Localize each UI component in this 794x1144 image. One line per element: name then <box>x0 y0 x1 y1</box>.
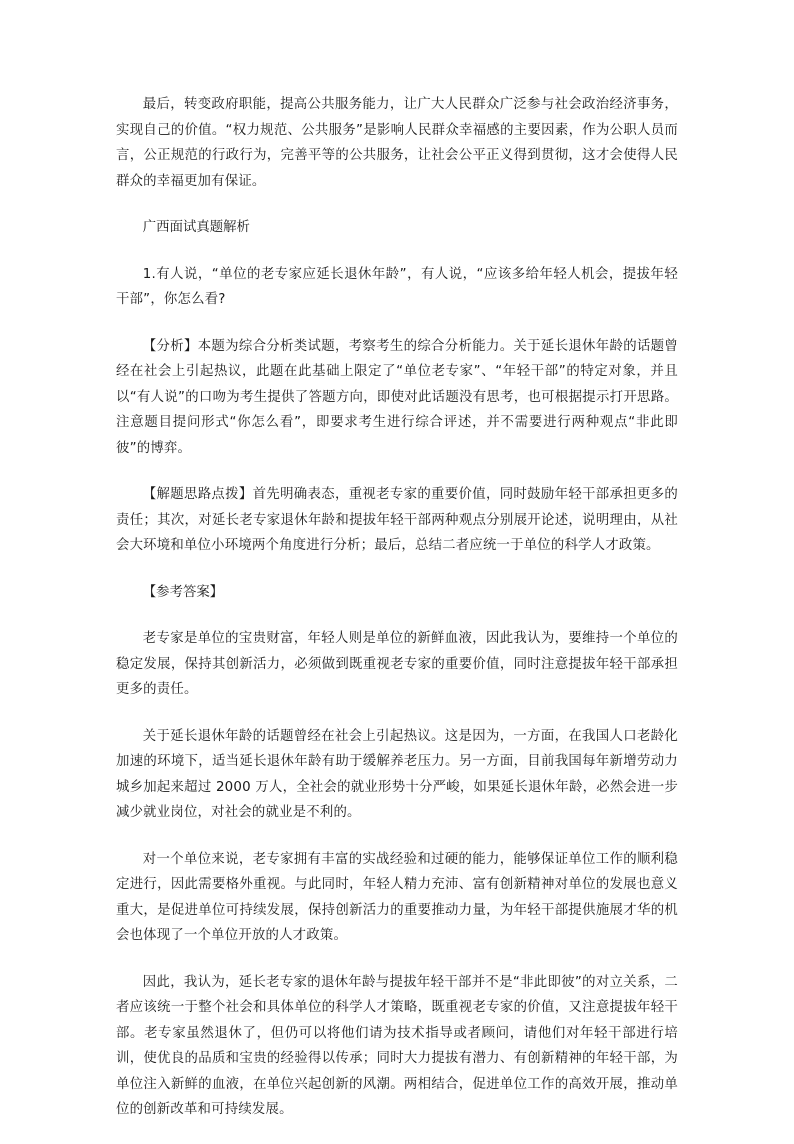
answer-paragraph-3: 对一个单位来说，老专家拥有丰富的实战经验和过硬的能力，能够保证单位工作的顺利稳定进行，因此需要格外重视。与此同时，年轻人精力充沛、富有创新精神对单位的发展也意义重大，是促进单位可持续发展，保持创新活力的重要推动力量，为年轻干部提供施展才华的机会也体现了一个单位开放的人才政策。 <box>116 851 678 943</box>
analysis-paragraph: 【分析】本题为综合分析类试题，考察考生的综合分析能力。关于延长退休年龄的话题曾经在社会上引起热议，此题在此基础上限定了“单位老专家”、“年轻干部”的特定对象，并且以“有人说”的口吻为考生提供了答题方向，即使对此话题没有思考，也可根据提示打开思路。注意题目提问形式“你怎么看”，即要求考生进行综合评述，并不需要进行两种观点“非此即彼”的博弈。 <box>116 338 678 456</box>
paragraph-conclusion: 最后，转变政府职能，提高公共服务能力，让广大人民群众广泛参与社会政治经济事务，实现自己的价值。“权力规范、公共服务”是影响人民群众幸福感的主要因素，作为公职人员而言，公正规范的行政行为，完善平等的公共服务，让社会公平正义得到贯彻，这才会使得人民群众的幸福更加有保证。 <box>116 97 678 189</box>
approach-paragraph: 【解题思路点拨】首先明确表态，重视老专家的重要价值，同时鼓励年轻干部承担更多的责任；其次，对延长老专家退休年龄和提拔年轻干部两种观点分别展开论述，说明理由，从社会大环境和单位小环境两个角度进行分析；最后，总结二者应统一于单位的科学人才政策。 <box>116 487 678 553</box>
answer-paragraph-2: 关于延长退休年龄的话题曾经在社会上引起热议。这是因为，一方面，在我国人口老龄化加速的环境下，适当延长退休年龄有助于缓解养老压力。另一方面，目前我国每年新增劳动力城乡加起来超过 2000 万人，全社会的就业形势十分严峻，如果延长退休年龄，必然会进一步减少就业岗位，对社会的就业是不利的。 <box>116 728 678 820</box>
document-page <box>116 92 678 1144</box>
answer-paragraph-1: 老专家是单位的宝贵财富，年轻人则是单位的新鲜血液，因此我认为，要维持一个单位的稳定发展，保持其创新活力，必须做到既重视老专家的重要价值，同时注意提拔年轻干部承担更多的责任。 <box>116 631 678 697</box>
reference-answer-heading: 【参考答案】 <box>142 584 224 600</box>
section-heading: 广西面试真题解析 <box>142 220 250 235</box>
answer-paragraph-4: 因此，我认为，延长老专家的退休年龄与提拔年轻干部并不是“非此即彼”的对立关系，二者应该统一于整个社会和具体单位的科学人才策略，既重视老专家的价值，又注意提拔年轻干部。老专家虽然退休了，但仍可以将他们请为技术指导或者顾问，请他们对年轻干部进行培训，使优良的品质和宝贵的经验得以传承；同时大力提拔有潜力、有创新精神的年轻干部，为单位注入新鲜的血液，在单位兴起创新的风潮。两相结合，促进单位工作的高效开展，推动单位的创新改革和可持续发展。 <box>116 974 678 1117</box>
question-text: 1.有人说，“单位的老专家应延长退休年龄”，有人说，“应该多给年轻人机会，提拔年轻干部”，你怎么看? <box>116 266 678 307</box>
